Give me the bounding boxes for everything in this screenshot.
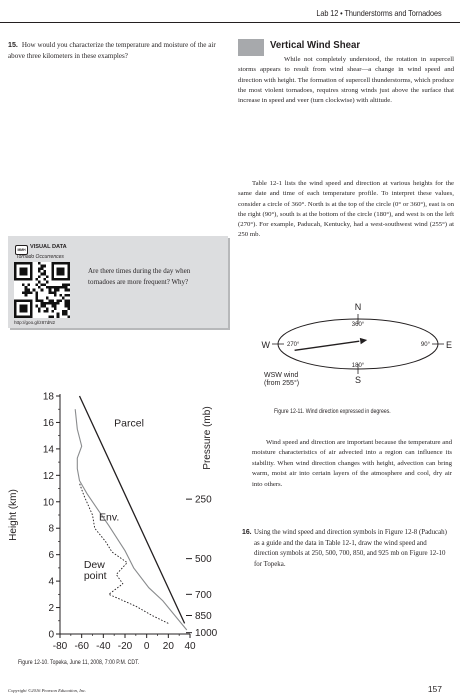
wind-arrowhead: [360, 338, 367, 344]
figure-12-10-caption: Figure 12-10. Topeka, June 11, 2008, 7:00 P.M. CDT.: [18, 659, 140, 666]
qr-module: [65, 313, 68, 316]
qr-module: [54, 294, 57, 297]
qr-module: [62, 313, 65, 316]
qr-module: [51, 305, 54, 308]
qr-module: [22, 283, 25, 286]
compass-deg-w: 270°: [287, 342, 300, 348]
qr-code-icon[interactable]: [14, 262, 70, 318]
x-tick-label: -60: [74, 641, 89, 652]
qr-module: [57, 286, 60, 289]
y-tick-label: 0: [48, 629, 54, 641]
pressure-label: 700: [195, 589, 212, 601]
qr-module: [65, 289, 68, 292]
y-tick-label: 16: [42, 417, 54, 429]
question-15-text: How would you characterize the temperature and moisture of the air above three kilometers in these examples?: [8, 41, 216, 60]
topeka-sounding-chart: [0, 388, 240, 660]
qr-module: [54, 289, 57, 292]
header-rule: [0, 22, 460, 23]
qr-module: [51, 291, 54, 294]
qr-module: [35, 294, 38, 297]
question-15-number: 15.: [8, 41, 18, 49]
wind-arrow: [295, 341, 360, 350]
qr-module: [27, 283, 30, 286]
qr-module: [59, 294, 62, 297]
qr-module: [46, 310, 49, 313]
copyright-notice: Copyright ©2016 Pearson Education, Inc.: [8, 688, 87, 693]
qr-module: [49, 291, 52, 294]
qr-module: [38, 286, 41, 289]
qr-module: [19, 267, 27, 275]
wind-label-line-1: WSW wind: [264, 372, 299, 379]
qr-module: [35, 297, 38, 300]
section-paragraph-1: While not completely understood, the rotation in supercell storms appears to result from wind shear—a change in wind speed and direction with height. The formation of supercell thunderstorms, which produce the most violent tornadoes, requires strong winds just above the surface that increase in speed and veer (turn clockwise) with altitude.: [238, 56, 454, 105]
qr-module: [38, 307, 41, 310]
qr-module: [46, 297, 49, 300]
page-number: 157: [427, 684, 442, 694]
qr-module: [43, 283, 46, 286]
y-tick-label: 14: [42, 444, 54, 456]
qr-module: [35, 291, 38, 294]
qr-module: [57, 313, 60, 316]
x-tick-label: -20: [117, 641, 133, 652]
qr-module: [67, 302, 70, 305]
env-label: Env.: [99, 511, 120, 524]
qr-module: [25, 289, 28, 292]
compass-label-s: S: [354, 375, 362, 385]
qr-module: [43, 302, 46, 305]
qr-module: [54, 305, 57, 308]
qr-module: [67, 307, 70, 310]
qr-module: [43, 305, 46, 308]
qr-module: [41, 267, 44, 270]
qr-module: [43, 265, 46, 268]
qr-module: [46, 275, 49, 278]
pressure-label: 500: [195, 554, 212, 566]
question-16-text: Using the wind speed and direction symbols in Figure 12-8 (Paducah) as a guide and the data in Table 12-1, draw the wind speed and direction symbols at 250, 500, 700, 850, and 925 mb on Figure 12-10 for Topeka.: [254, 529, 447, 568]
qr-module: [65, 299, 68, 302]
qr-module: [46, 307, 49, 310]
pressure-label: 1000: [195, 628, 218, 640]
compass-label-n: N: [354, 302, 362, 312]
question-16-number: 16.: [242, 529, 252, 536]
qr-module: [65, 286, 68, 289]
qr-module: [25, 294, 28, 297]
qr-module: [51, 299, 54, 302]
series-env: [75, 409, 187, 630]
qr-module: [27, 289, 30, 292]
qr-module: [41, 302, 44, 305]
qr-module: [46, 281, 49, 284]
qr-module: [41, 289, 44, 292]
qr-module: [35, 305, 38, 308]
section-tab-marker: [238, 39, 264, 56]
qr-module: [35, 283, 38, 286]
visual-data-badge: MMH: [15, 245, 28, 255]
dew-point-label-2: point: [83, 569, 107, 582]
qr-module: [65, 310, 68, 313]
qr-module: [67, 289, 70, 292]
y-tick-label: 2: [48, 603, 54, 615]
qr-module: [65, 302, 68, 305]
qr-module: [54, 286, 57, 289]
qr-module: [65, 283, 68, 286]
qr-module: [57, 299, 60, 302]
x-tick-label: 20: [162, 641, 174, 652]
qr-module: [62, 283, 65, 286]
parcel-label: Parcel: [114, 417, 144, 430]
qr-module: [65, 294, 68, 297]
y-tick-label: 18: [42, 391, 54, 403]
figure-12-11-caption: Figure 12-11. Wind direction expressed in degrees.: [274, 408, 391, 415]
qr-module: [54, 291, 57, 294]
qr-module: [19, 305, 27, 313]
y-tick-label: 6: [48, 550, 54, 562]
qr-module: [38, 270, 41, 273]
qr-module: [57, 289, 60, 292]
wind-speed-paragraph: Wind speed and direction are important because the temperature and moisture characteristics of air advected into a region can influence its stability. When wind direction changes with height, advection can bring warm, moist air into certain layers of the atmosphere and cool, dry air into others.: [252, 439, 452, 488]
visual-data-title: VISUAL DATA: [30, 244, 67, 250]
qr-module: [51, 302, 54, 305]
qr-module: [43, 270, 46, 273]
qr-module: [43, 273, 46, 276]
qr-module: [49, 302, 52, 305]
qr-module: [62, 310, 65, 313]
qr-module: [51, 286, 54, 289]
compass-label-e: E: [446, 340, 453, 350]
qr-module: [25, 291, 28, 294]
wind-direction-diagram: [240, 268, 456, 398]
qr-module: [65, 305, 68, 308]
qr-module: [35, 299, 38, 302]
qr-module: [49, 299, 52, 302]
qr-module: [35, 278, 38, 281]
qr-module: [22, 291, 25, 294]
x-tick-label: -80: [52, 641, 68, 652]
y-tick-label: 8: [48, 523, 54, 535]
qr-module: [62, 286, 65, 289]
x-tick-label: -40: [96, 641, 111, 652]
qr-module: [57, 315, 60, 318]
qr-module: [38, 267, 41, 270]
qr-module: [57, 302, 60, 305]
qr-module: [67, 299, 70, 302]
question-16: [242, 528, 452, 570]
visual-data-subtitle: Tornado Occurrences: [16, 254, 64, 260]
question-15: [8, 40, 218, 62]
qr-module: [33, 289, 36, 292]
pressure-axis-label: Pressure (mb): [202, 406, 213, 470]
qr-module: [27, 291, 30, 294]
qr-module: [59, 299, 62, 302]
compass-deg-e: 90°: [420, 342, 430, 348]
qr-module: [46, 302, 49, 305]
qr-module: [38, 281, 41, 284]
visual-data-url[interactable]: http://goo.gl/z87dN2: [14, 320, 56, 325]
qr-module: [43, 278, 46, 281]
y-axis-label: Height (km): [8, 489, 19, 541]
qr-module: [54, 302, 57, 305]
y-tick-label: 10: [42, 497, 54, 509]
qr-module: [51, 310, 54, 313]
compass-deg-s: 180°: [351, 363, 365, 369]
qr-module: [67, 283, 70, 286]
pressure-label: 850: [195, 610, 212, 622]
qr-module: [38, 275, 41, 278]
qr-module: [62, 297, 65, 300]
compass-label-w: W: [261, 340, 270, 350]
section-paragraph-2: Table 12-1 lists the wind speed and direction at various heights for the same date and time of each temperature profile. To interpret these values, consider a circle of 360°. North is at the top of the circle (0° or 360°), east is on the right (90°), south is at the bottom of the circle (180°), and west is on the left (270°). For example, Paducah, Kentucky, had a west-southwest wind (255°) at 250 mb.: [238, 180, 454, 239]
pressure-label: 250: [195, 494, 212, 506]
qr-module: [49, 315, 52, 318]
wind-label-line-2: (from 255°): [264, 380, 300, 387]
y-tick-label: 12: [42, 470, 54, 482]
x-tick-label: 0: [143, 641, 150, 652]
qr-module: [25, 286, 28, 289]
qr-module: [54, 307, 57, 310]
y-tick-label: 4: [48, 576, 54, 588]
qr-module: [49, 286, 52, 289]
section-title: Vertical Wind Shear: [270, 39, 361, 51]
dew-point-label: Dew: [83, 558, 105, 571]
running-header: [0, 8, 460, 22]
x-tick-label: 40: [184, 641, 196, 652]
qr-module: [67, 305, 70, 308]
header-title: Lab 12 • Thunderstorms and Tornadoes: [316, 8, 442, 18]
qr-module: [41, 299, 44, 302]
qr-module: [51, 315, 54, 318]
qr-module: [41, 283, 44, 286]
qr-module: [49, 289, 52, 292]
series-parcel: [80, 396, 185, 623]
compass-deg-n: 360°: [351, 322, 365, 328]
qr-module: [59, 286, 62, 289]
qr-module: [30, 291, 33, 294]
qr-module: [43, 310, 46, 313]
qr-module: [67, 315, 70, 318]
qr-module: [41, 273, 44, 276]
qr-module: [38, 262, 41, 265]
qr-module: [46, 286, 49, 289]
qr-module: [38, 299, 41, 302]
qr-module: [38, 310, 41, 313]
qr-module: [41, 265, 44, 268]
visual-data-question: Are there times during the day when tornadoes are more frequent? Why?: [88, 267, 191, 287]
qr-module: [57, 267, 65, 275]
series-dew-point: [80, 483, 169, 623]
qr-module: [41, 305, 44, 308]
visual-data-box: [8, 236, 228, 328]
qr-module: [67, 294, 70, 297]
